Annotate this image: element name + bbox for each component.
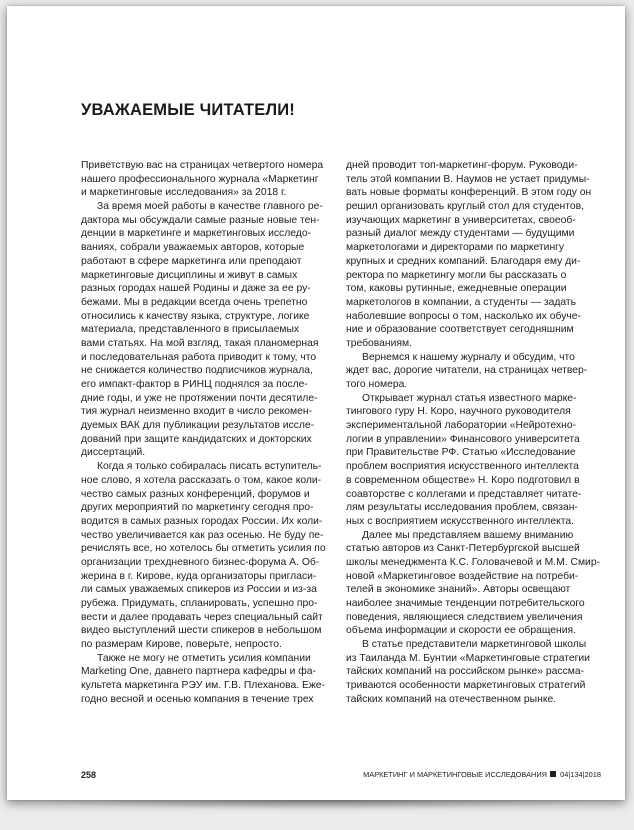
text-line: ных с восприятием искусственного интеллекта. xyxy=(346,515,574,527)
text-line: других мероприятий по маркетингу сегодня про- xyxy=(81,502,314,514)
text-line: маркетинговые дисциплины и живут в самых xyxy=(81,269,298,281)
text-line: наиболее значимые тенденции потребительского xyxy=(346,598,585,609)
text-line: водится в самых разных городах России. Их коли- xyxy=(81,515,323,527)
magazine-page xyxy=(7,6,625,800)
text-line: речислять все, но хотелось бы отметить усилия по xyxy=(81,543,326,555)
text-line: вать новые форматы конференций. В этом году он xyxy=(346,187,592,199)
text-line: поведения, являющиеся следствием увеличения xyxy=(346,611,583,623)
right-column xyxy=(346,159,601,707)
text-line: из Таиланда М. Бунтии «Маркетинговые стратегии xyxy=(346,652,590,664)
text-line: Вернемся к нашему журналу и обсудим, что xyxy=(362,351,575,363)
text-line: по размерам Кирове, поверьте, непросто. xyxy=(81,639,282,651)
text-line: его импакт-фактор в РИНЦ поднялся за после- xyxy=(81,379,308,390)
text-line: и последовательная работа приводит к тому, что xyxy=(81,351,317,363)
page-shadow xyxy=(30,800,604,810)
text-line: материала, представленного в присылаемых xyxy=(81,324,300,336)
text-line: ли самых уважаемых спикеров из России и из-за xyxy=(81,584,317,596)
text-line: Далее мы представляем вашему вниманию xyxy=(362,529,574,541)
text-line: диссертаций. xyxy=(81,447,146,459)
journal-name: МАРКЕТИНГ И МАРКЕТИНГОВЫЕ ИССЛЕДОВАНИЯ xyxy=(363,770,548,779)
text-line: чество самых разных конференций, форумов и xyxy=(81,488,310,500)
text-line: культета маркетинга РЭУ им. Г.В. Плеханова. Еже- xyxy=(81,680,325,692)
page-title: УВАЖАЕМЫЕ ЧИТАТЕЛИ! xyxy=(81,101,295,119)
text-line: ное слово, я хотела рассказать о том, какое коли- xyxy=(81,474,322,486)
text-line: ректора по маркетингу могли бы рассказать о xyxy=(346,269,567,281)
text-line: рубежа. Придумать, спланировать, успешно про- xyxy=(81,598,318,609)
text-line: и маркетинговые исследования» за 2018 г. xyxy=(81,187,287,199)
text-line: дактора мы обсуждали самые разные новые тен- xyxy=(81,214,320,226)
text-line: тель этой компании В. Наумов не устает придумы- xyxy=(346,173,590,185)
text-line: ваниях, собрали уважаемых авторов, которые xyxy=(81,242,305,254)
text-line: чество увеличивается как раз осенью. Не буду пе- xyxy=(81,529,324,541)
text-line: дние годы, и уже не протяжении почти десятиле- xyxy=(81,392,318,404)
text-line: тайских компаний на отечественном рынке. xyxy=(346,693,557,705)
text-line: организации трехдневного бизнес-форума А. Об- xyxy=(81,556,320,568)
text-line: дований при защите кандидатских и докторских xyxy=(81,433,312,445)
text-line: вести и далее продавать через специальный сайт xyxy=(81,611,323,623)
text-line: разных городах нашей Родины и даже за ее ру- xyxy=(81,283,311,295)
text-line: экспериментальной лаборатории «Нейротехно- xyxy=(346,420,577,432)
text-line: работают в сфере маркетинга или преподают xyxy=(81,255,302,267)
text-line: наболевшие вопросы о том, насколько их обуче- xyxy=(346,310,582,322)
text-line: денции в маркетинге и маркетинговых исследо- xyxy=(81,228,312,240)
running-title xyxy=(363,770,601,779)
text-line: жерина в г. Кирове, куда организаторы пригласи- xyxy=(81,570,317,582)
text-line: проблем восприятия искусственного интеллекта xyxy=(346,461,579,473)
text-line: дней проводит топ-маркетинг-форум. Руководи- xyxy=(346,160,578,171)
text-line: вами статьях. На мой взгляд, такая планомерная xyxy=(81,337,319,349)
text-line: тингового гуру Н. Коро, научного руководителя xyxy=(346,406,571,418)
text-line: маркетологами и директорами по маркетингу xyxy=(346,242,565,254)
text-line: не снижается количество подписчиков журнала, xyxy=(81,365,313,377)
text-line: бежами. Мы в редакции всегда очень трепетно xyxy=(81,296,308,308)
text-line: того номера. xyxy=(346,379,408,390)
page-number: 258 xyxy=(81,770,97,780)
text-line: в современном обществе» Н. Коро подготовил в xyxy=(346,474,580,486)
text-line: нашего профессионального журнала «Маркетинг xyxy=(81,173,319,185)
text-line: телей в экономике знаний». Авторы освещают xyxy=(346,584,571,596)
text-line: при Правительстве РФ. Статью «Исследование xyxy=(346,447,576,459)
text-line: ждет вас, дорогие читатели, на страницах четвер- xyxy=(346,365,588,377)
text-line: дуемых ВАК для публикации результатов иссле- xyxy=(81,420,315,432)
text-line: статью авторов из Санкт-Петербургской высшей xyxy=(346,543,580,555)
text-line: В статье представители маркетинговой школы xyxy=(362,639,587,651)
text-line: изучающих маркетинг в университетах, своеоб- xyxy=(346,214,576,226)
text-line: триваются особенности маркетинговых стратегий xyxy=(346,680,586,692)
text-line: Marketing One, давнего партнера кафедры и фа- xyxy=(81,666,316,678)
text-line: тайских компаний на российском рынке» рассма- xyxy=(346,666,585,678)
text-line: объема информации и скорости ее обращения. xyxy=(346,625,576,637)
text-line: крупных и средних компаний. Благодаря ему ди- xyxy=(346,255,581,267)
text-line: логии в управлении» Финансового университета xyxy=(346,433,580,445)
text-line: Также не могу не отметить усилия компании xyxy=(97,652,311,664)
left-column xyxy=(81,159,331,707)
text-line: школы менеджмента К.С. Головачевой и М.М. Смир- xyxy=(346,556,601,568)
text-line: Открывает журнал статья известного марке- xyxy=(362,392,577,404)
text-line: маркетологов в компании, а студенты — задать xyxy=(346,296,577,308)
text-line: видео выступлений шести спикеров в небольшом xyxy=(81,625,322,637)
text-line: решил организовать круглый стол для студентов, xyxy=(346,201,584,213)
text-line: требованиям. xyxy=(346,337,413,349)
text-line: тия журнал неизменно входит в число рекомен- xyxy=(81,406,313,418)
text-line: Когда я только собиралась писать вступитель- xyxy=(97,461,322,473)
text-line: Приветствую вас на страницах четвертого номера xyxy=(81,160,324,171)
text-line: лям результаты исследования проблем, связан- xyxy=(346,502,578,514)
text-line: годно весной и осенью компания в течение трех xyxy=(81,693,314,705)
text-line: том, каковы рутинные, ежедневные операции xyxy=(346,283,567,295)
separator-square xyxy=(550,771,556,777)
text-line: новой «Маркетинговое воздействие на потреби- xyxy=(346,570,579,582)
issue-number: 04|134|2018 xyxy=(560,770,601,779)
text-line: ние и образование соответствует сегодняшним xyxy=(346,324,574,336)
text-line: соавторстве с коллегами и представляет читате- xyxy=(346,488,582,500)
text-line: разный диалог между студентами — будущими xyxy=(346,228,575,240)
text-line: относились к качеству языка, структуре, логике xyxy=(81,310,310,322)
text-line: За время моей работы в качестве главного ре- xyxy=(97,201,323,213)
